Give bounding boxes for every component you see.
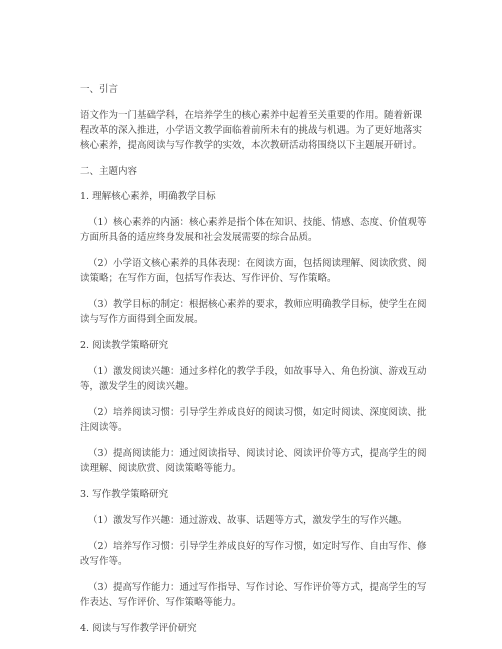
paragraph-line: （2）小学语文核心素养的具体表现：在阅读方面，包括阅读理解、阅读欣赏、阅 [88,258,427,269]
paragraph-line: （2）培养阅读习惯：引导学生养成良好的阅读习惯，如定时阅读、深度阅读、批 [88,407,427,418]
main-heading: 二、主题内容 [80,166,138,177]
intro-line: 核心素养，提高阅读与写作教学的实效，本次教研活动将围绕以下主题展开研讨。 [80,140,423,151]
paragraph-line: （1）核心素养的内涵：核心素养是指个体在知识、技能、情感、态度、价值观等 [88,217,427,228]
paragraph-line: 等，激发学生的阅读兴趣。 [80,381,195,392]
section-title: 4. 阅读与写作教学评价研究 [80,623,197,634]
intro-line: 程改革的深入推进，小学语文教学面临着前所未有的挑战与机遇。为了更好地落实 [80,125,423,136]
paragraph-line: 读理解、阅读欣赏、阅读策略等能力。 [80,463,242,474]
intro-line: 语文作为一门基础学科，在培养学生的核心素养中起着至关重要的作用。随着新课 [80,110,423,121]
intro-heading: 一、引言 [80,84,119,95]
paragraph-line: 读与写作方面得到全面发展。 [80,314,204,325]
paragraph-line: （3）提高写作能力：通过写作指导、写作讨论、写作评价等方式，提高学生的写 [88,582,427,593]
section-title: 3. 写作教学策略研究 [80,489,169,500]
paragraph-line: （1）激发阅读兴趣：通过多样化的教学手段，如故事导入、角色扮演、游戏互动 [88,366,427,377]
paragraph-line: 方面所具备的适应终身发展和社会发展需要的综合品质。 [80,232,318,243]
paragraph-line: （3）教学目标的制定：根据核心素养的要求，教师应明确教学目标，使学生在阅 [88,299,427,310]
section-title: 2. 阅读教学策略研究 [80,340,169,351]
paragraph-line: （3）提高阅读能力：通过阅读指导、阅读讨论、阅读评价等方式，提高学生的阅 [88,448,427,459]
paragraph-line: （2）培养写作习惯：引导学生养成良好的写作习惯，如定时写作、自由写作、修 [88,541,427,552]
paragraph-line: 作表达、写作评价、写作策略等能力。 [80,597,242,608]
paragraph-line: 读策略；在写作方面，包括写作表达、写作评价、写作策略。 [80,273,337,284]
paragraph-line: 改写作等。 [80,556,128,567]
paragraph-line: （1）激发写作兴趣：通过游戏、故事、话题等方式，激发学生的写作兴趣。 [88,515,408,526]
paragraph-line: 注阅读等。 [80,422,128,433]
section-title: 1. 理解核心素养，明确教学目标 [80,191,216,202]
